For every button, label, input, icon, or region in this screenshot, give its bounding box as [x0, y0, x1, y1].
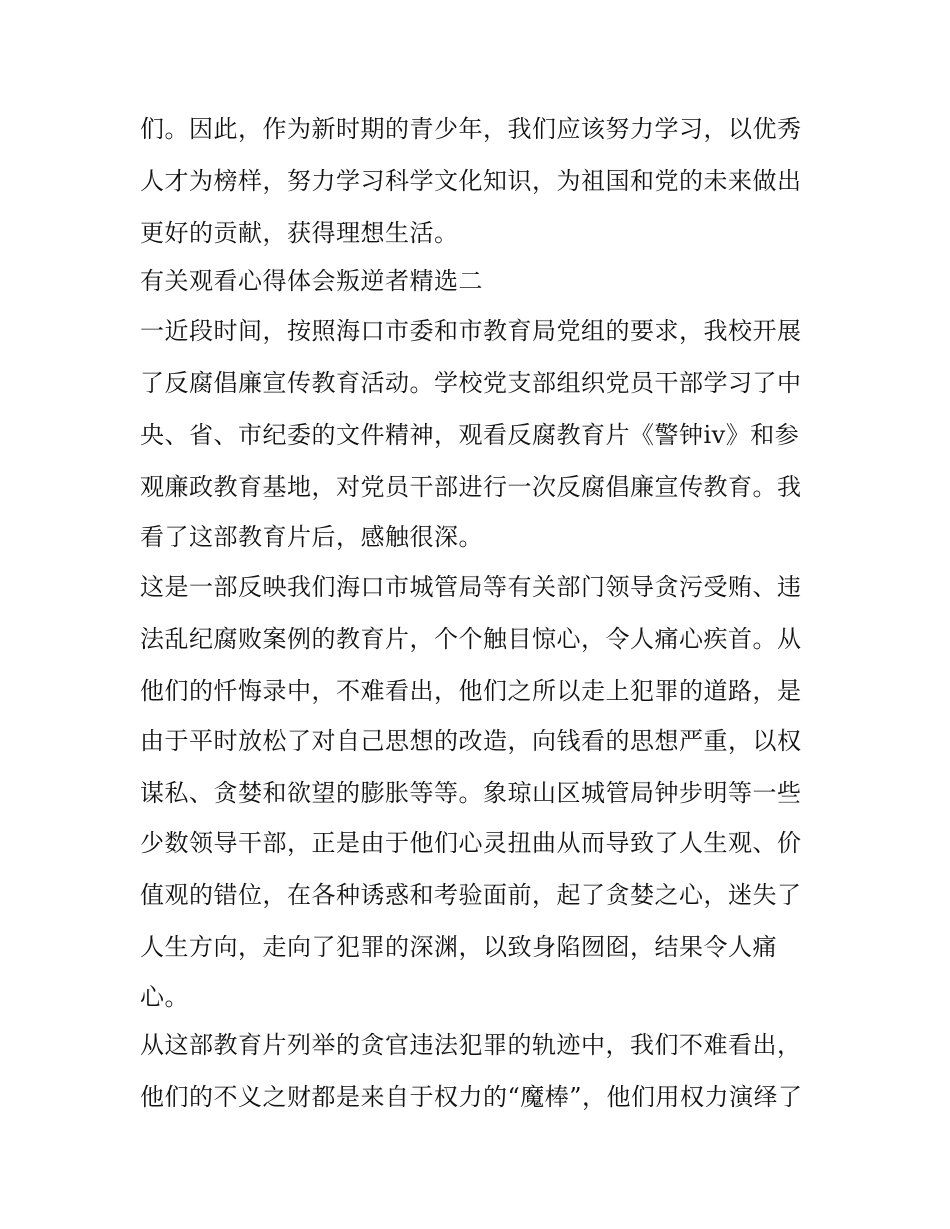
text-line: 观廉政教育基地，对党员干部进行一次反腐倡廉宣传教育。我 — [140, 473, 802, 501]
text-line: 少数领导干部，正是由于他们心灵扭曲从而导致了人生观、价 — [140, 829, 802, 857]
text-line: 谋私、贪婪和欲望的膨胀等等。象琼山区城管局钟步明等一些 — [140, 779, 802, 807]
text-line: 们。因此，作为新时期的青少年，我们应该努力学习，以优秀 — [140, 115, 802, 143]
text-line: 他们的忏悔录中，不难看出，他们之所以走上犯罪的道路，是 — [140, 677, 802, 705]
text-line: 从这部教育片列举的贪官违法犯罪的轨迹中，我们不难看出， — [140, 1031, 802, 1059]
section-heading: 有关观看心得体会叛逆者精选二 — [140, 267, 483, 295]
text-line: 了反腐倡廉宣传教育活动。学校党支部组织党员干部学习了中 — [140, 369, 802, 397]
text-line: 央、省、市纪委的文件精神，观看反腐教育片《警钟iv》和参 — [140, 421, 800, 449]
text-line: 更好的贡献，获得理想生活。 — [140, 219, 459, 247]
text-line: 法乱纪腐败案例的教育片，个个触目惊心，令人痛心疾首。从 — [140, 625, 802, 653]
text-line: 由于平时放松了对自己思想的改造，向钱看的思想严重，以权 — [140, 727, 802, 755]
text-line: 人才为榜样，努力学习科学文化知识，为祖国和党的未来做出 — [140, 167, 802, 195]
text-line: 一近段时间，按照海口市委和市教育局党组的要求，我校开展 — [140, 317, 802, 345]
text-line: 值观的错位，在各种诱惑和考验面前，起了贪婪之心，迷失了 — [140, 881, 802, 909]
text-line: 他们的不义之财都是来自于权力的“魔棒”，他们用权力演绎了 — [140, 1083, 803, 1111]
text-line: 心。 — [140, 983, 189, 1011]
text-line: 看了这部教育片后，感触很深。 — [140, 523, 483, 551]
text-line: 这是一部反映我们海口市城管局等有关部门领导贪污受贿、违 — [140, 573, 802, 601]
text-line: 人生方向，走向了犯罪的深渊，以致身陷囫囵，结果令人痛 — [140, 933, 777, 961]
